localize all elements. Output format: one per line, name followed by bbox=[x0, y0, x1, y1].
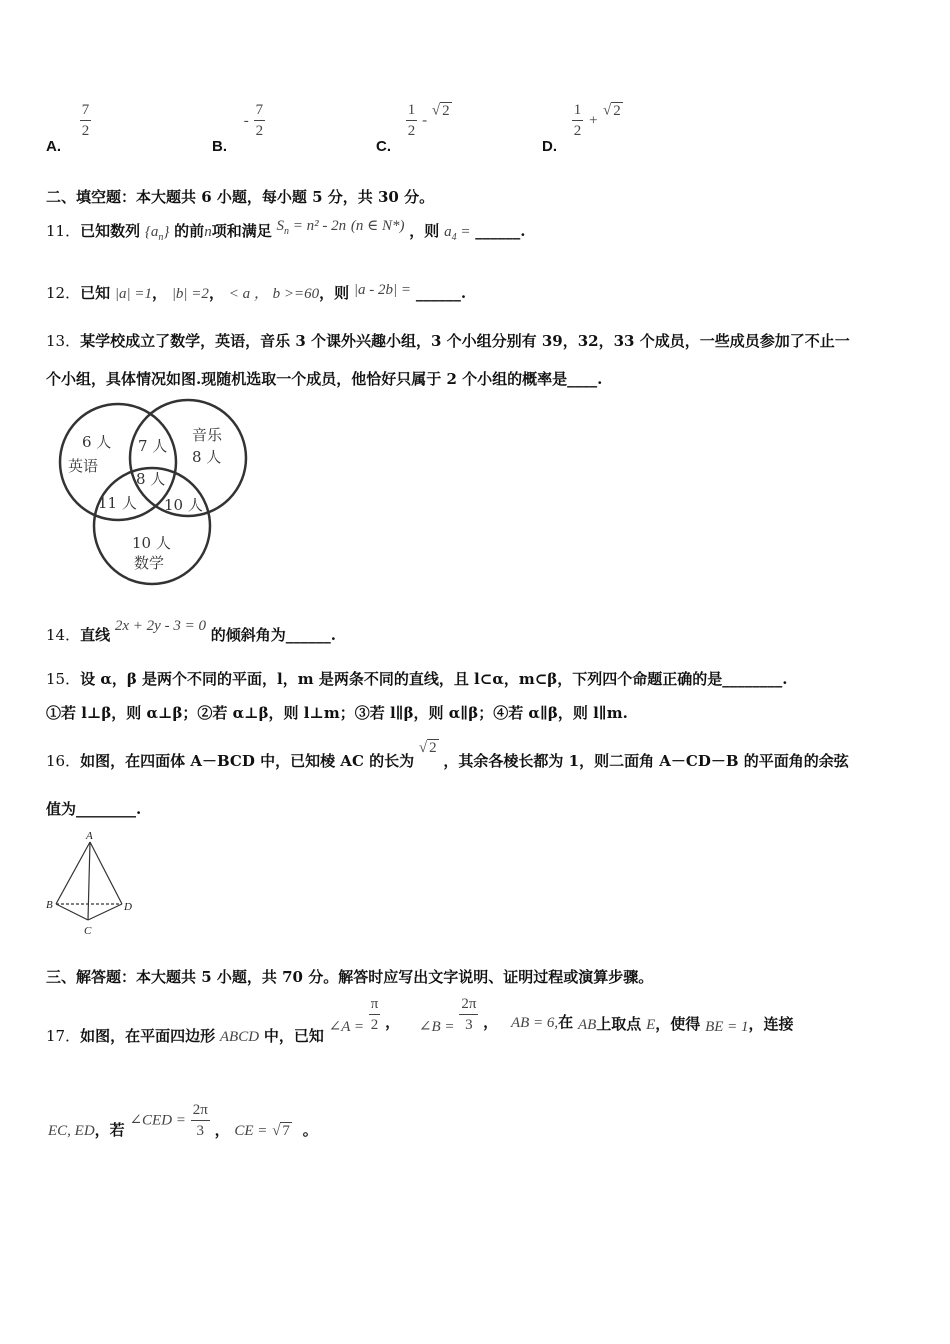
option-b: B. - $\frac{7}{2}$ bbox=[212, 102, 264, 155]
vertex-C: C bbox=[84, 925, 92, 937]
vertex-B: B bbox=[46, 899, 53, 911]
option-c-sqrt: √ 2 bbox=[431, 102, 450, 119]
option-c: C. $\frac{1}{2}$ - √ 2 bbox=[376, 102, 450, 155]
edge-CD bbox=[88, 904, 122, 920]
venn-math-only: 10 人 bbox=[132, 534, 171, 552]
question-16-line2: 值为________. bbox=[46, 800, 142, 818]
venn-music-math: 10 人 bbox=[164, 496, 203, 514]
venn-english-only: 6 人 bbox=[82, 433, 112, 451]
edge-AC bbox=[88, 842, 90, 920]
question-15-line2: ①若 l⊥β，则 α⊥β；②若 α⊥β，则 l⊥m；③若 l∥β，则 α∥β；④若 α∥β，则 l∥m. bbox=[46, 704, 628, 722]
venn-english-label: 英语 bbox=[68, 457, 99, 475]
question-14: 14．直线 2x + 2y - 3 = 0 的倾斜角为______. bbox=[46, 618, 336, 644]
venn-eng-music: 7 人 bbox=[138, 437, 168, 455]
option-b-label: B. bbox=[212, 137, 227, 155]
vertex-D: D bbox=[124, 901, 132, 913]
question-13-line1: 13．某学校成立了数学，英语，音乐 3 个课外兴趣小组，3 个小组分别有 39，32，33 个成员，一些成员参加了不止一 bbox=[46, 332, 850, 350]
section-heading-fill-in: 二、填空题：本大题共 6 小题，每小题 5 分，共 30 分。 bbox=[46, 188, 435, 206]
edge-BC bbox=[56, 904, 88, 920]
option-d: D. $\frac{1}{2}$ + √ 2 bbox=[542, 102, 621, 155]
question-12: 12．已知 |a| =1， |b| =2， < a ， b >=60，则 |a - 2b| = ______. bbox=[46, 282, 467, 302]
option-b-fraction: $\frac{7}{2}$ bbox=[255, 102, 264, 139]
option-a bbox=[46, 100, 91, 155]
question-11: 11．已知数列 $\{a_n\}$ 的前n项和满足 $S_n = n^2 - 2n$ (n ∈ N*) ，则 $a_4$ = ______. bbox=[46, 218, 526, 243]
option-a-label: A. bbox=[46, 137, 61, 155]
option-d-fraction: $\frac{1}{2}$ bbox=[573, 102, 582, 139]
venn-diagram bbox=[46, 396, 256, 588]
question-17-line2: EC, ED，若 ∠CED = $\frac{2\pi}{3}$ ， CE = √ 7 。 bbox=[48, 1102, 318, 1139]
vertex-A: A bbox=[86, 830, 93, 842]
tetrahedron-figure bbox=[44, 828, 144, 940]
venn-all-three: 8 人 bbox=[136, 470, 166, 488]
option-c-fraction: $\frac{1}{2}$ bbox=[407, 102, 416, 139]
venn-eng-math: 11 人 bbox=[98, 494, 137, 512]
angle-b-fraction: $\frac{2\pi}{3}$ bbox=[461, 996, 477, 1033]
question-13-line2: 个小组，具体情况如图.现随机选取一个成员，他恰好只属于 2 个小组的概率是____. bbox=[46, 370, 603, 388]
question-17-line1: 17．如图，在平面四边形 ABCD 中，已知 ∠A = $\frac{\pi}{2}$ ， ∠B = $\frac{2\pi}{3}$ ， AB = 6,在 AB上取点 E，使得 BE = 1，连接 bbox=[46, 996, 794, 1045]
option-c-label: C. bbox=[376, 137, 391, 155]
angle-ced-fraction: $\frac{2\pi}{3}$ bbox=[192, 1102, 208, 1139]
angle-a-fraction: $\frac{\pi}{2}$ bbox=[370, 996, 379, 1033]
edge-AD bbox=[90, 842, 122, 904]
venn-math-label: 数学 bbox=[134, 554, 165, 572]
sequence-symbol: $\{a_n\}$ bbox=[144, 224, 170, 243]
edge-AB bbox=[56, 842, 90, 904]
venn-music-only: 8 人 bbox=[192, 448, 222, 466]
section-heading-solutions: 三、解答题：本大题共 5 小题，共 70 分。解答时应写出文字说明、证明过程或演算步骤。 bbox=[46, 968, 654, 986]
option-a-fraction: $\frac{7}{2}$ bbox=[81, 102, 90, 139]
option-d-sqrt: √ 2 bbox=[602, 102, 621, 119]
question-15-line1: 15．设 α，β 是两个不同的平面，l，m 是两条不同的直线，且 l⊂α，m⊂β，下列四个命题正确的是________. bbox=[46, 670, 788, 688]
question-16-line1: 16．如图，在四面体 A－BCD 中，已知棱 AC 的长为 √ 2 ，其余各棱长都为 1，则二面角 A－CD－B 的平面角的余弦 bbox=[46, 740, 849, 770]
venn-music-label: 音乐 bbox=[192, 426, 223, 444]
sum-formula: $S_n = n^2 - 2n$ bbox=[276, 218, 347, 237]
option-d-label: D. bbox=[542, 137, 557, 155]
